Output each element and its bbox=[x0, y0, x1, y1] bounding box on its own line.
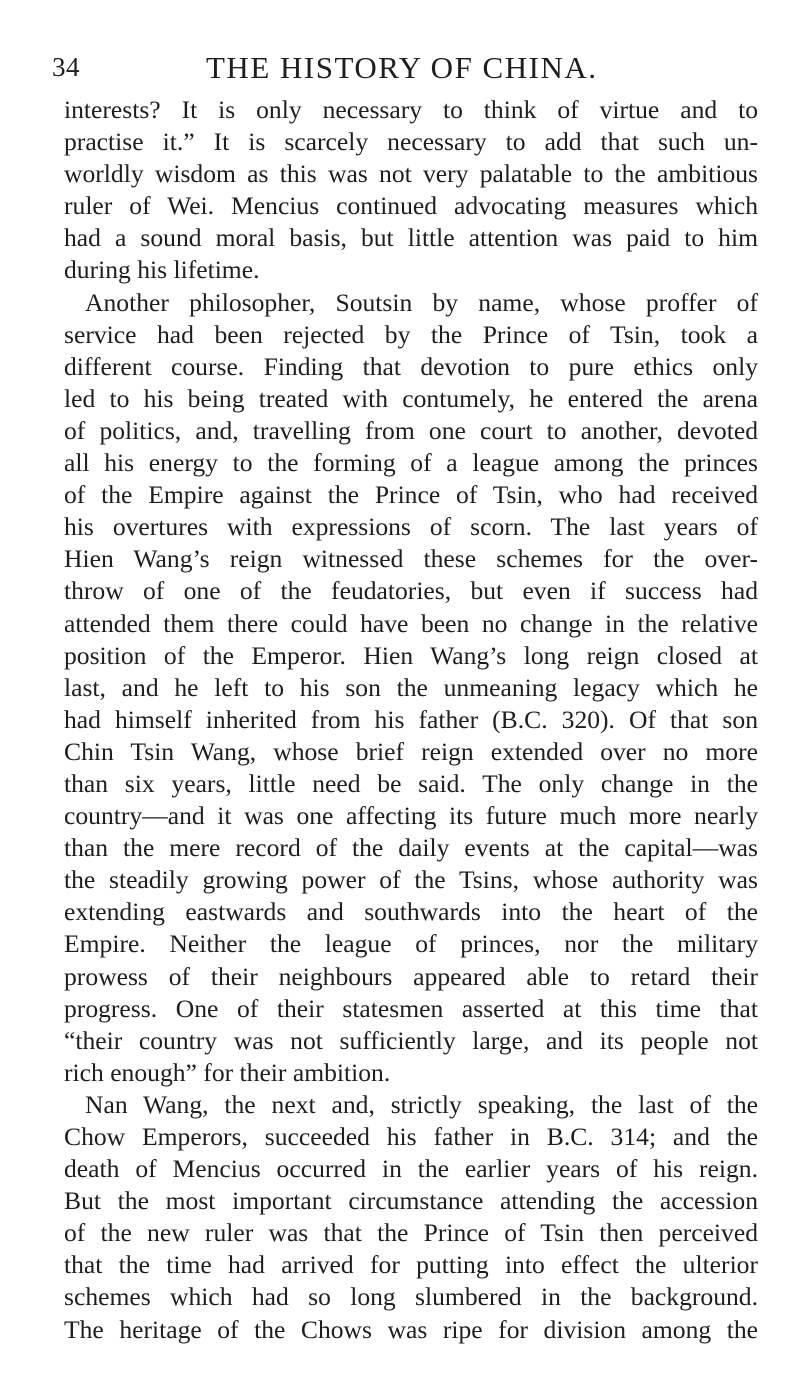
text-line: rich enough” for their ambition. bbox=[64, 1057, 391, 1087]
text-line: had himself inherited from his father (B.C. 320). Of that son bbox=[64, 704, 758, 734]
text-line: all his energy to the forming of a league among the princes bbox=[64, 448, 758, 478]
text-line: last, and he left to his son the unmeaning legacy which he bbox=[64, 672, 758, 702]
text-line: death of Mencius occurred in the earlier years of his reign. bbox=[64, 1154, 758, 1184]
paragraph bbox=[64, 287, 758, 1089]
running-title: THE HISTORY OF CHINA. bbox=[206, 50, 598, 85]
text-line: But the most important circumstance attending the accession bbox=[64, 1186, 758, 1216]
text-line: ruler of Wei. Mencius continued advocating measures which bbox=[64, 191, 758, 221]
text-line: Chin Tsin Wang, whose brief reign extended over no more bbox=[64, 736, 758, 766]
text-line: Chow Emperors, succeeded his father in B.C. 314; and the bbox=[64, 1122, 758, 1151]
paragraph bbox=[64, 1089, 758, 1346]
paragraph bbox=[64, 94, 758, 287]
text-line: that the time had arrived for putting into effect the ulterior bbox=[64, 1250, 758, 1280]
text-line: during his lifetime. bbox=[64, 255, 260, 285]
text-line: had a sound moral basis, but little attention was paid to him bbox=[64, 223, 758, 253]
text-line: Hien Wang’s reign witnessed these schemes for the over- bbox=[64, 544, 758, 574]
text-line: worldly wisdom as this was not very palatable to the ambitious bbox=[64, 159, 758, 189]
text-line: practise it.” It is scarcely necessary to add that such un- bbox=[64, 127, 758, 157]
text-line: country—and it was one affecting its future much more nearly bbox=[64, 801, 758, 831]
text-line: Empire. Neither the league of princes, nor the military bbox=[64, 929, 758, 959]
text-line: than the mere record of the daily events at the capital—was bbox=[64, 833, 758, 863]
text-line: the steadily growing power of the Tsins, whose authority was bbox=[64, 865, 758, 895]
text-line: Another philosopher, Soutsin by name, whose proffer of bbox=[85, 287, 758, 317]
page-number: 34 bbox=[52, 52, 80, 82]
text-line: attended them there could have been no change in the relative bbox=[64, 608, 758, 638]
text-line: different course. Finding that devotion to pure ethics only bbox=[64, 351, 758, 381]
text-line: Nan Wang, the next and, strictly speaking, the last of the bbox=[85, 1089, 758, 1119]
text-line: led to his being treated with contumely, he entered the arena bbox=[64, 383, 758, 413]
text-line: of the new ruler was that the Prince of Tsin then perceived bbox=[64, 1218, 758, 1248]
text-line: interests? It is only necessary to think of virtue and to bbox=[64, 95, 758, 124]
text-line: than six years, little need be said. The only change in the bbox=[64, 768, 758, 798]
text-line: of politics, and, travelling from one court to another, devoted bbox=[64, 415, 758, 445]
text-line: service had been rejected by the Prince of Tsin, took a bbox=[64, 319, 758, 349]
text-line: The heritage of the Chows was ripe for division among the bbox=[64, 1314, 758, 1344]
text-line: schemes which had so long slumbered in the background. bbox=[64, 1282, 758, 1312]
text-line: of the Empire against the Prince of Tsin, who had received bbox=[64, 480, 758, 510]
text-line: position of the Emperor. Hien Wang’s long reign closed at bbox=[64, 640, 758, 670]
body-text bbox=[64, 94, 758, 1346]
text-line: throw of one of the feudatories, but even if success had bbox=[64, 576, 758, 606]
text-line: prowess of their neighbours appeared able to retard their bbox=[64, 961, 758, 991]
running-head bbox=[0, 44, 800, 84]
text-line: “their country was not sufficiently large, and its people not bbox=[64, 1025, 758, 1055]
text-line: progress. One of their statesmen asserted at this time that bbox=[64, 993, 758, 1023]
text-line: extending eastwards and southwards into the heart of the bbox=[64, 897, 758, 927]
text-line: his overtures with expressions of scorn. The last years of bbox=[64, 512, 758, 542]
